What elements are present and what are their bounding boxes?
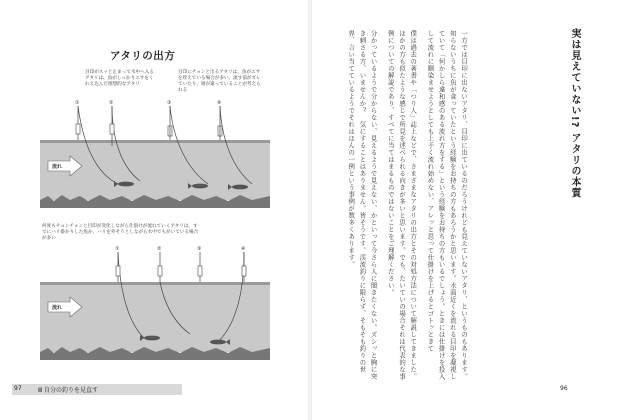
figure1-note-light: 目印にチョンと出るアタリは、魚がエサを咥えている場合が多い。流す前がズレていたり、層が違っていることが考えられる — [178, 70, 261, 93]
paragraph-1: 分かっているようで分からない、見えるようで見えない、かといって今さら人に聞きたくない。ズシッと胸に突き刺さる方、いませんか？ 気にすることはありません。皆そうです。渓流釣りに限らず、そもそも釣りの世界、言い当てているようでそれはほんの一例という事例が数多くあります。 — [347, 30, 378, 380]
marker-1: ① — [115, 246, 120, 252]
water-surface — [40, 282, 270, 285]
marker-3: ③ — [197, 246, 202, 252]
marker-2: ② — [109, 100, 114, 106]
page-number-right: 96 — [560, 385, 568, 392]
body-text — [345, 30, 469, 380]
current-label: 流れ — [52, 305, 63, 311]
paragraph-2: 僕は過去の著書や「つり人」誌上などで、さまざまなアタリの出方とその対処方法について解説してきました。ほかの方も似たような感じで所見を述べられる向きが多いと思います。でも、たいていの場合それは代表的な事例についての解説であり、すべてに当てはまるものではないことをご理解ください。 — [386, 30, 418, 380]
figure-hooked-fish — [40, 222, 270, 372]
water-surface — [40, 140, 270, 143]
marker-4: ④ — [217, 100, 222, 106]
figure1-markers — [75, 100, 222, 106]
indicator-markers — [76, 124, 222, 136]
figure-title: アタリの出方 — [110, 50, 176, 62]
indicator-markers — [116, 266, 246, 276]
page-number-left: 97 — [14, 385, 22, 392]
figure2-diagram — [40, 222, 270, 372]
figure1-note-ideal: 目印がスッと止まって水中へ入るアタリは、魚がしっかりエサをくわえ込んだ理想的なアタリ — [85, 70, 154, 87]
marker-3: ③ — [167, 100, 172, 106]
water-body — [40, 282, 270, 352]
paragraph-3: 一方では目印に出ないアタリ、目印に出ているのだろうけれども見えていないアタリ、というものもあります。知らないうちに魚が食っていたという経験をお持ちの方もあろうかと思います。水面近くを流れる目印を凝視していて「何かしら違和感のある流れ方をする」という経験をお持ちの方もいるでしょう。ときには仕掛けを投入して流れに馴染ませようとしても上手く流れ始めない、アレッと思って仕掛けを上げるとゴトッときて — [426, 30, 469, 380]
marker-4: ④ — [241, 246, 246, 252]
figure-ideal-bite — [40, 66, 270, 216]
marker-2: ② — [157, 246, 162, 252]
current-label: 流れ — [52, 164, 63, 170]
figure2-markers — [115, 246, 246, 252]
figure2-note: 何度もチョンチョンと目印が変化しながら仕掛けが流れていくアタリは、すでにハリ掛かりした魚か、ハリを外そうとしながら水中でもがいている場合が多い — [42, 224, 199, 241]
section-heading: 実は見えていない!? アタリの本質 — [569, 28, 580, 199]
running-head: Ⅲ 自分の釣りを見直す — [38, 387, 99, 394]
marker-1: ① — [75, 100, 80, 106]
